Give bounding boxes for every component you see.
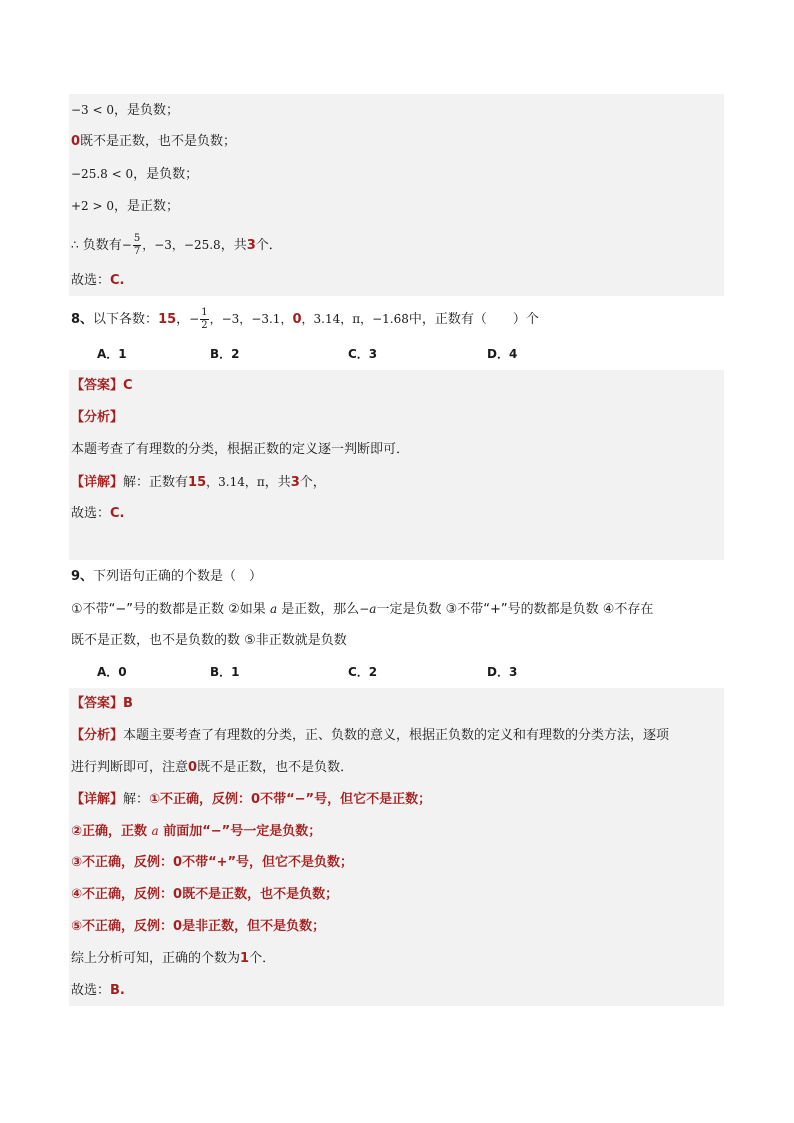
math: +2 > 0 [71,199,115,213]
q9-analysis-1 [71,723,669,749]
text: 是正数，那么 [277,602,360,617]
text: 解：正数有 [123,475,189,490]
text: 一定是负数 ③不带“+”号的数都是负数 ④不存在 [376,602,654,617]
text: ①不带“−”号的数都是正数 ②如果 [71,602,270,617]
math: −3 < 0 [71,103,115,117]
variable: a [151,824,159,838]
choose-answer: C. [110,273,125,288]
frac-numerator: 5 [133,233,141,244]
q9-detail-2 [71,818,321,844]
analysis-label: 【分析】 [71,410,124,425]
solution-block-q8 [69,370,724,560]
text: ，是正数； [114,199,180,214]
text: 综上分析可知，正确的个数为 [71,951,241,966]
q8-option-a[interactable]: A．1 [97,347,127,361]
q7-choose [71,268,125,294]
q9-stem [71,564,262,590]
q9-option-d[interactable]: D．3 [487,665,518,679]
q8-option-d[interactable]: D．4 [487,347,518,361]
number-15: 15 [188,475,207,490]
text: 下列语句正确的个数是（ ） [93,569,263,584]
q8-option-c[interactable]: C．3 [348,347,378,361]
q7-line-4 [71,193,179,219]
text: ，共 [264,475,291,490]
text: ， [176,312,190,327]
frac-denominator: 7 [133,246,141,257]
text: 既不是正数，也不是负数； [182,887,339,902]
q9-option-a[interactable]: A．0 [97,665,127,679]
q8-stem [71,302,539,336]
text: 前面加“−”号一定是负数； [158,824,322,839]
answer-value: C [123,378,133,393]
text: 个． [249,951,276,966]
detail-label: 【详解】 [71,792,124,807]
q9-detail-1 [71,787,431,813]
text: 个， [299,475,326,490]
fraction [200,307,208,332]
analysis-text: 本题考查了有理数的分类，根据正数的定义逐一判断即可． [71,442,410,457]
text: ，共 [220,238,247,253]
number-zero: 0 [292,312,302,327]
number-15: 15 [158,312,177,327]
text: 既不是正数，也不是负数； [80,134,237,149]
text: ，是负数； [133,167,199,182]
q9-detail-4 [71,882,338,908]
text: 是非正数，但不是负数； [182,919,326,934]
therefore-symbol: ∴ [71,238,79,252]
q9-summary [71,946,275,972]
frac-sign: − [121,238,132,252]
choose-label: 故选： [71,983,111,998]
number-zero: 0 [173,919,183,934]
q7-line-5 [71,228,282,262]
frac-denominator: 2 [201,320,208,331]
text: 不带“+”号，但它不是负数； [182,855,354,870]
text: ①不正确，反例： [149,792,252,807]
q8-detail [71,469,326,495]
text: ⑤不正确，反例： [71,919,174,934]
q7-line-1 [71,97,179,123]
text: 解： [123,792,150,807]
q9-statements-1 [71,596,653,622]
q8-answer [71,373,133,399]
text: 个． [255,238,282,253]
choose-answer: B. [110,983,125,998]
text: ④不正确，反例： [71,887,174,902]
q8-option-b[interactable]: B．2 [210,347,240,361]
number-zero: 0 [251,792,261,807]
question-number: 8、 [71,312,94,327]
text: 进行判断即可，注意 [71,760,189,775]
q7-line-2 [71,129,236,155]
text: 负数有 [78,238,122,253]
question-number: 9、 [71,569,94,584]
frac-sign: − [189,312,200,326]
fraction [133,233,141,258]
variable: −a [359,602,377,616]
answer-label: 【答案】 [71,378,124,393]
number-zero: 0 [188,760,198,775]
math: ，3.14，π，−1.6̇8̇ [301,312,409,326]
q9-detail-5 [71,914,325,940]
q7-line-3 [71,161,198,187]
text: ③不正确，反例： [71,855,174,870]
text: 中，正数有（ ）个 [408,312,539,327]
number-zero: 0 [173,887,183,902]
text: ②正确，正数 [71,824,152,839]
number-zero: 0 [71,134,81,149]
detail-label: 【详解】 [71,475,124,490]
text: ，是负数； [114,103,180,118]
count: 3 [290,475,300,490]
q8-analysis [71,437,409,463]
text: 不带“−”号，但它不是正数； [260,792,432,807]
count: 1 [240,951,250,966]
q9-option-b[interactable]: B．1 [210,665,240,679]
choose-label: 故选： [71,273,111,288]
q9-analysis-2 [71,755,353,781]
q9-statements-2 [71,628,347,654]
choose-answer: C. [110,506,125,521]
frac-numerator: 1 [201,307,208,318]
analysis-label: 【分析】 [71,728,124,743]
number-zero: 0 [173,855,183,870]
answer-label: 【答案】 [71,696,124,711]
answer-value: B [123,696,133,711]
math: ，3.14，π [206,475,265,489]
text: 以下各数： [93,312,159,327]
text: 既不是正数，也不是负数． [197,760,354,775]
math: ，−3，−25.8 [142,238,221,252]
math: ，−3，−3.1， [209,312,293,326]
variable: a [269,602,278,616]
analysis-text: 本题主要考查了有理数的分类，正、负数的意义，根据正负数的定义和有理数的分类方法，逐项 [123,728,670,743]
count: 3 [246,238,256,253]
q8-choose [71,501,125,527]
text: 既不是正数，也不是负数的数 ⑤非正数就是负数 [71,633,347,648]
q9-choose [71,978,125,1004]
math: −25.8 < 0 [71,167,134,181]
q9-answer [71,691,133,717]
q8-analysis-label [71,405,123,431]
choose-label: 故选： [71,506,111,521]
q9-detail-3 [71,850,353,876]
q9-option-c[interactable]: C．2 [348,665,378,679]
